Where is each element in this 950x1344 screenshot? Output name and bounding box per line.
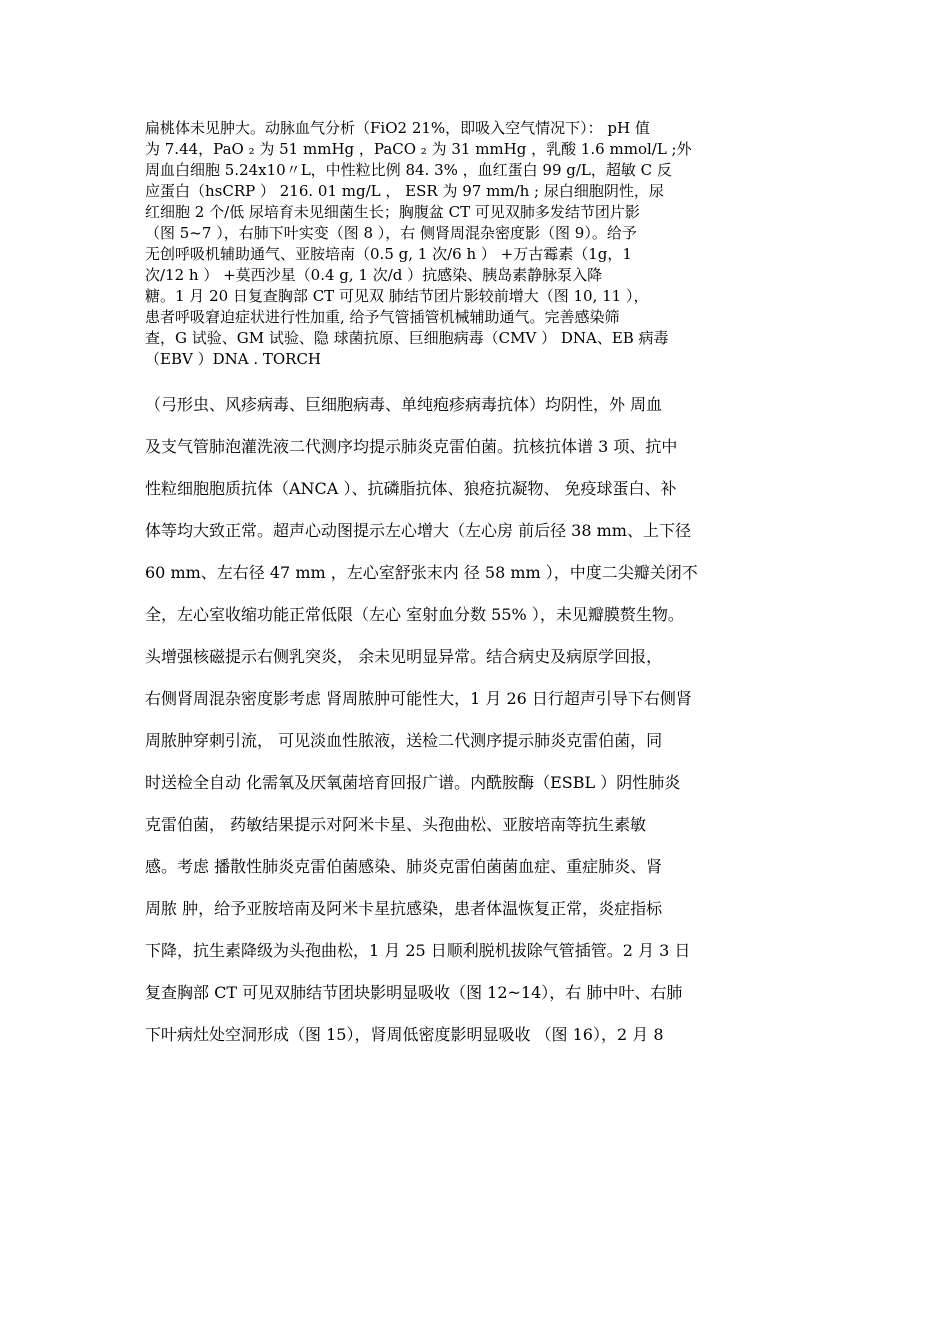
text-line: 60 mm、左右径 47 mm ，左心室舒张末内 径 58 mm ），中度二尖瓣关闭不 <box>145 563 698 582</box>
text-line: 周血白细胞 5.24x10〃L，中性粒比例 84. 3% ，血红蛋白 99 g/L，超敏 C 反 <box>145 161 672 179</box>
text-line: （EBV ）DNA . TORCH <box>145 350 322 368</box>
text-line: 及支气管肺泡灌洗液二代测序均提示肺炎克雷伯菌。抗核抗体谱 3 项、抗中 <box>145 437 678 456</box>
text-line: 感。考虑 播散性肺炎克雷伯菌感染、肺炎克雷伯菌菌血症、重症肺炎、肾 <box>145 857 663 876</box>
text-line: 糖。1 月 20 日复查胸部 CT 可见双 肺结节团片影较前增大（图 10, 11 ）， <box>145 287 649 305</box>
text-line: 无创呼吸机辅助通气、亚胺培南（0.5 g, 1 次/6 h ） +万古霉素（1g，1 <box>145 245 632 263</box>
paragraph-dense <box>145 118 821 370</box>
text-line: 患者呼吸窘迫症状进行性加重, 给予气管插管机械辅助通气。完善感染筛 <box>145 308 620 326</box>
text-line: 为 7.44，PaO ₂ 为 51 mmHg ，PaCO ₂ 为 31 mmHg ，乳酸 1.6 mmol/L ;外 <box>145 140 692 158</box>
text-line: 周脓 肿，给予亚胺培南及阿米卡星抗感染，患者体温恢复正常，炎症指标 <box>145 899 663 918</box>
text-line: 应蛋白（hsCRP ） 216. 01 mg/L ， ESR 为 97 mm/h ; 尿白细胞阴性，尿 <box>145 182 664 200</box>
text-line: （弓形虫、风疹病毒、巨细胞病毒、单纯疱疹病毒抗体）均阴性，外 周血 <box>145 395 663 414</box>
text-line: 扁桃体未见肿大。动脉血气分析（FiO2 21%，即吸入空气情况下）： pH 值 <box>145 119 650 137</box>
text-line: 克雷伯菌， 药敏结果提示对阿米卡星、头孢曲松、亚胺培南等抗生素敏 <box>145 815 647 834</box>
text-line: 下叶病灶处空洞形成（图 15），肾周低密度影明显吸收 （图 16），2 月 8 <box>145 1025 664 1044</box>
text-line: 头增强核磁提示右侧乳突炎， 余未见明显异常。结合病史及病原学回报， <box>145 647 663 666</box>
paragraph-spaced <box>145 384 821 1056</box>
text-line: 体等均大致正常。超声心动图提示左心增大（左心房 前后径 38 mm、上下径 <box>145 521 691 540</box>
text-line: （图 5~7 ），右肺下叶实变（图 8 ），右 侧肾周混杂密度影（图 9）。给予 <box>145 224 637 242</box>
text-line: 下降，抗生素降级为头孢曲松，1 月 25 日顺利脱机拔除气管插管。2 月 3 日 <box>145 941 691 960</box>
text-line: 性粒细胞胞质抗体（ANCA ）、抗磷脂抗体、狼疮抗凝物、 免疫球蛋白、补 <box>145 479 677 498</box>
text-line: 时送检全自动 化需氧及厌氧菌培育回报广谱。内酰胺酶（ESBL ）阴性肺炎 <box>145 773 681 792</box>
text-line: 红细胞 2 个/低 尿培育未见细菌生长；胸腹盆 CT 可见双肺多发结节团片影 <box>145 203 640 221</box>
text-line: 全，左心室收缩功能正常低限（左心 室射血分数 55% ），未见瓣膜赘生物。 <box>145 605 684 624</box>
text-line: 右侧肾周混杂密度影考虑 肾周脓肿可能性大，1 月 26 日行超声引导下右侧肾 <box>145 689 692 708</box>
text-line: 复查胸部 CT 可见双肺结节团块影明显吸收（图 12~14），右 肺中叶、右肺 <box>145 983 683 1002</box>
text-line: 周脓肿穿刺引流， 可见淡血性脓液，送检二代测序提示肺炎克雷伯菌，同 <box>145 731 663 750</box>
text-line: 次/12 h ） +莫西沙星（0.4 g, 1 次/d ）抗感染、胰岛素静脉泵入降 <box>145 266 603 284</box>
text-line: 查，G 试验、GM 试验、隐 球菌抗原、巨细胞病毒（CMV ） DNA、EB 病毒 <box>145 329 669 347</box>
document-body <box>145 118 821 1056</box>
